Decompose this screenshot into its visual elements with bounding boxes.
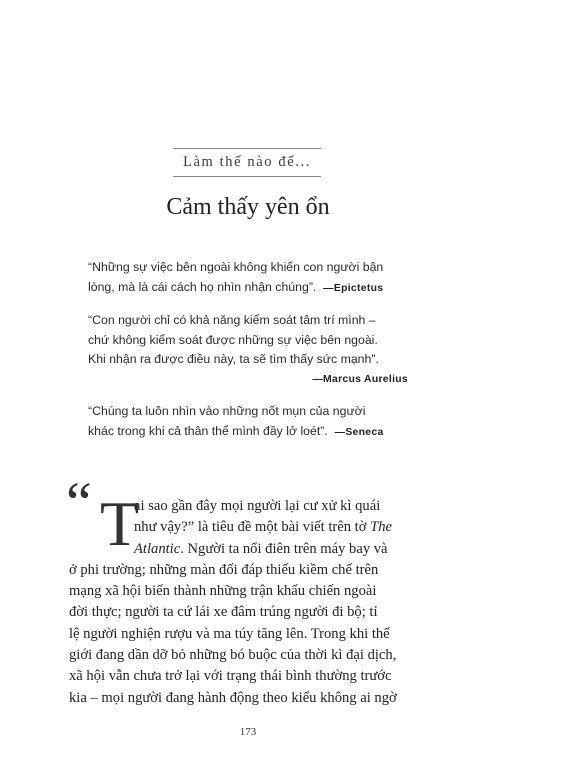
body-line: kia – mọi người đang hành động theo kiểu không ai ngờ xyxy=(69,689,397,706)
quote-author: —Marcus Aurelius xyxy=(312,373,408,385)
body-line: ại sao gần đây mọi người lại cư xử kì quái xyxy=(134,498,381,514)
body-line: đời thực; người ta cứ lái xe đâm trúng người đi bộ; tỉ xyxy=(69,604,378,621)
opening-quote-mark: “ xyxy=(66,470,88,535)
body-line: mạng xã hội biến thành những trận khẩu chiến ngoài xyxy=(69,583,377,600)
quote-author: —Epictetus xyxy=(323,282,384,294)
quote-author: —Seneca xyxy=(334,426,384,438)
quote-line: “Chúng ta luôn nhìn vào những nốt mụn của người xyxy=(88,404,366,418)
body-line: lệ người nghiện rượu và ma túy tăng lên. Trong khi thế xyxy=(69,625,390,642)
epigraph-quotes xyxy=(88,258,408,455)
chapter-kicker: Làm thế nào để... xyxy=(183,154,311,170)
quote-line: lòng, mà là cái cách họ nhìn nhận chúng”. —Epictetus xyxy=(88,279,384,294)
drop-cap: T xyxy=(100,488,140,559)
chapter-title: Cảm thấy yên ổn xyxy=(166,194,330,220)
epigraph-quote-marcus-aurelius xyxy=(88,311,408,389)
body-line: ở phi trường; những màn đối đáp thiếu kiềm chế trên xyxy=(69,561,379,578)
body-line: xã hội vẫn chưa trở lại với trạng thái bình thường trước xyxy=(69,668,392,685)
quote-line: khác trong khi cả thân thể mình đầy lở loét”. —Seneca xyxy=(88,423,384,438)
quote-line: chứ không kiểm soát được những sự việc bên ngoài. xyxy=(88,332,378,347)
quote-line: “Những sự việc bên ngoài không khiến con người bận xyxy=(88,260,384,274)
body-line: như vậy?” là tiêu đề một bài viết trên tờ The xyxy=(134,519,392,536)
quote-line: “Con người chỉ có khả năng kiểm soát tâm trí mình – xyxy=(88,313,376,327)
chapter-kicker-box xyxy=(173,148,321,177)
body-line: Atlantic. Người ta nổi điên trên máy bay và xyxy=(134,540,388,557)
epigraph-quote-epictetus xyxy=(88,258,408,298)
quote-line: Khi nhận ra được điều này, ta sẽ tìm thấy sức mạnh”. xyxy=(88,352,379,366)
body-line: giới đang dần dỡ bỏ những bó buộc của thời kì đại dịch, xyxy=(69,647,397,664)
page-number: 173 xyxy=(239,726,257,738)
epigraph-quote-seneca xyxy=(88,402,408,442)
body-text xyxy=(69,496,429,709)
